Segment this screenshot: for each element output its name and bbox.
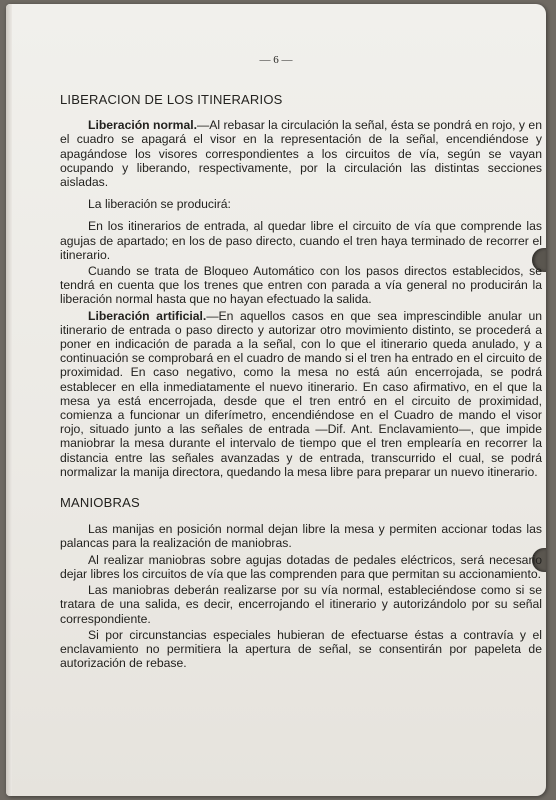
page-content	[60, 93, 542, 672]
paragraph-text: —En aquellos casos en que sea imprescindible anular un itinerario de entrada o paso directo y autorizar otro movimiento distinto, se procederá a poner en indicación de parada a la señal, con lo que el itinerario queda anulado, y a continuación se comprobará en el cuadro de mando si el tren ha entrado en el circuito de proximidad. En caso negativo, como la mesa no está aún encerrojada, se podrá establecer en ella inmediatamente el nuevo itinerario. En caso afirmativo, en el que la mesa ya está encerrojada, desde que el tren entró en el circuito de proximidad, comienza a funcionar un diferímetro, encendiéndose en el Cuadro de mando el visor rojo, situado junto a las señales de entrada —Dif. Ant. Enclavamiento—, que impide maniobrar la mesa durante el intervalo de tiempo que el tren emplearía en recorrer la distancia entre las señales avanzadas y de entrada, transcurrido el cual, se podrá normalizar la manija directora, quedando la mesa libre para preparar un nuevo itinerario.	[60, 308, 542, 479]
paragraph-liberacion-artificial	[60, 309, 542, 479]
document-page	[6, 4, 546, 796]
paragraph: Las maniobras deberán realizarse por su vía normal, estableciéndose como si se tratara de una salida, es decir, encerrojando el itinerario y autorizándolo por su señal correspondiente.	[60, 583, 542, 626]
paragraph-liberacion-normal	[60, 118, 542, 189]
paragraph: La liberación se producirá:	[88, 197, 231, 212]
term-liberacion-normal: Liberación normal.	[88, 118, 198, 133]
page-binding-edge	[6, 4, 12, 796]
section-title-maniobras: MANIOBRAS	[60, 495, 140, 511]
paragraph: En los itinerarios de entrada, al quedar libre el circuito de vía que comprende las agujas de apartado; en los de paso directo, cuando el tren haya terminado de recorrer el itinerario.	[60, 219, 542, 262]
page-number: — 6 —	[259, 54, 293, 66]
paragraph: Si por circunstancias especiales hubieran de efectuarse éstas a contravía y el enclavamiento no permitiera la apertura de señal, se consentirán por papeleta de autorización de rebase.	[60, 627, 542, 671]
section-title-liberacion: LIBERACION DE LOS ITINERARIOS	[60, 92, 283, 107]
paragraph: Al realizar maniobras sobre agujas dotadas de pedales eléctricos, será necesario dejar libres los circuitos de vía que las comprenden para que permitan su accionamiento.	[60, 552, 542, 581]
term-liberacion-artificial: Liberación artificial.	[88, 308, 207, 323]
paragraph-text: —Al rebasar la circulación la señal, ésta se pondrá en rojo, y en el cuadro se apagará el visor en la representación de la señal, encendiéndose y apagándose los visores correspondientes a los circuitos de vía, según se vayan ocupando y liberando, respectivamente, por la circulación las distintas secciones aisladas.	[60, 118, 542, 190]
paragraph: Cuando se trata de Bloqueo Automático con los pasos directos establecidos, se tendrá en cuenta que los trenes que entren con parada a vía general no producirán la liberación normal hasta que no hayan efectuado la salida.	[60, 264, 542, 307]
paragraph: Las manijas en posición normal dejan libre la mesa y permiten accionar todas las palancas para la realización de maniobras.	[60, 522, 542, 551]
